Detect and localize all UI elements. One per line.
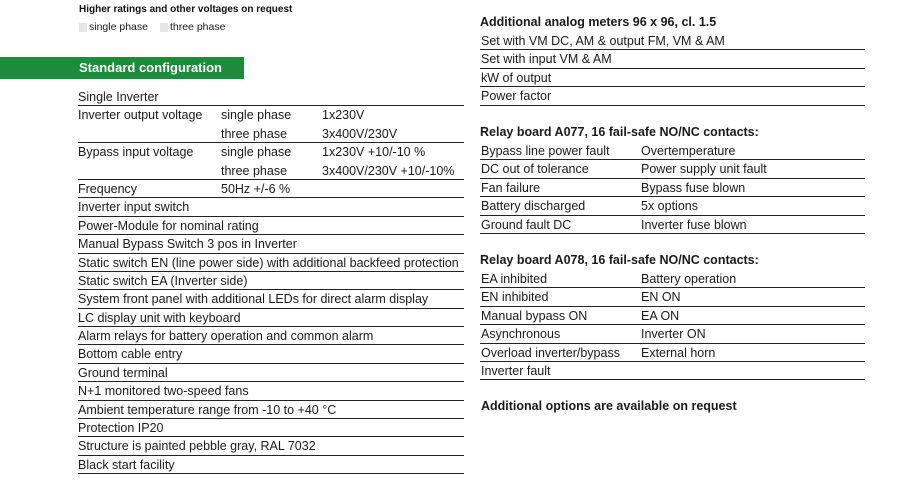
row-label: Static switch EA (Inverter side) <box>78 273 248 288</box>
table-row <box>78 382 464 400</box>
contact-right: EN ON <box>641 290 681 305</box>
table-row <box>480 69 865 87</box>
table-row <box>480 325 865 343</box>
row-label: Static switch EN (line power side) with additional backfeed protection <box>78 255 459 270</box>
row-label: N+1 monitored two-speed fans <box>78 384 249 399</box>
contact-right: Battery operation <box>641 272 737 286</box>
standard-configuration-table <box>78 88 464 474</box>
footer-note: Additional options are available on request <box>481 399 737 413</box>
row-label: Alarm relays for battery operation and common alarm <box>78 329 374 344</box>
table-row <box>480 160 865 178</box>
legend-single-phase <box>79 21 148 33</box>
contact-left: Inverter fault <box>481 363 551 378</box>
table-row <box>480 179 865 197</box>
table-row <box>78 345 464 363</box>
row-qualifier: single phase <box>221 145 292 160</box>
table-row <box>480 362 865 380</box>
table-row <box>78 364 464 382</box>
legend-label: single phase <box>89 21 148 33</box>
contact-right: Inverter ON <box>641 327 706 342</box>
table-row <box>480 50 865 68</box>
legend-three-phase <box>160 21 225 33</box>
table-row <box>78 456 464 474</box>
relay-a078-title: Relay board A078, 16 fail-safe NO/NC contacts: <box>480 253 759 267</box>
contact-left: Fan failure <box>481 180 541 195</box>
row-value: 1x230V <box>322 108 365 123</box>
row-qualifier: 50Hz +/-6 % <box>221 181 291 196</box>
contact-left: Overload inverter/bypass <box>481 345 620 360</box>
table-row <box>480 307 865 325</box>
single-phase-swatch <box>79 23 87 32</box>
table-row <box>480 216 865 234</box>
contact-left: DC out of tolerance <box>481 162 589 177</box>
contact-right: EA ON <box>641 308 680 323</box>
table-row <box>78 106 464 124</box>
row-label: LC display unit with keyboard <box>78 310 241 325</box>
row-label: Frequency <box>78 181 138 196</box>
analog-meters-title: Additional analog meters 96 x 96, cl. 1.5 <box>480 15 717 29</box>
row-label: Manual Bypass Switch 3 pos in Inverter <box>78 237 297 252</box>
contact-left: kW of output <box>481 70 552 85</box>
contact-right: Inverter fuse blown <box>641 217 747 232</box>
table-row <box>480 32 865 50</box>
row-label: Inverter input switch <box>78 200 190 215</box>
table-row <box>78 272 464 290</box>
row-qualifier: three phase <box>221 126 288 141</box>
row-qualifier: three phase <box>221 163 288 178</box>
relay-a077-table <box>480 142 865 234</box>
phase-legend <box>79 21 225 33</box>
row-label: Ambient temperature range from -10 to +40 °C <box>78 402 337 417</box>
table-row <box>78 309 464 327</box>
row-label: Bypass input voltage <box>78 145 194 160</box>
row-label: Inverter output voltage <box>78 108 203 123</box>
relay-a078-block <box>480 251 865 380</box>
contact-left: Manual bypass ON <box>481 308 588 323</box>
contact-right: External horn <box>641 345 716 360</box>
row-label: Bottom cable entry <box>78 347 183 362</box>
contact-left: Power factor <box>481 89 552 104</box>
table-row <box>78 235 464 253</box>
contact-left: Bypass line power fault <box>481 144 610 158</box>
row-value: 3x400V/230V <box>322 126 398 141</box>
contact-left: EA inhibited <box>481 272 548 286</box>
table-row <box>480 344 865 362</box>
table-row <box>480 270 865 288</box>
contact-right: Power supply unit fault <box>641 162 767 177</box>
table-row <box>78 162 464 180</box>
table-row <box>78 401 464 419</box>
row-label: Single Inverter <box>78 90 159 104</box>
table-row <box>480 87 865 105</box>
relay-a077-title: Relay board A077, 16 fail-safe NO/NC contacts: <box>480 125 759 139</box>
row-label: Protection IP20 <box>78 421 164 436</box>
analog-meters-table <box>480 32 865 106</box>
row-label: System front panel with additional LEDs for direct alarm display <box>78 292 429 307</box>
contact-right: 5x options <box>641 199 698 214</box>
table-row <box>78 290 464 308</box>
table-row <box>78 419 464 437</box>
contact-left: EN inhibited <box>481 290 549 305</box>
standard-configuration-header <box>0 57 244 79</box>
row-label: Black start facility <box>78 457 175 472</box>
row-label: Structure is painted pebble gray, RAL 7032 <box>78 439 316 454</box>
contact-right: Overtemperature <box>641 144 736 158</box>
table-row <box>78 254 464 272</box>
table-row <box>78 217 464 235</box>
three-phase-swatch <box>160 23 168 32</box>
row-label: Power-Module for nominal rating <box>78 218 259 233</box>
contact-left: Set with VM DC, AM & output FM, VM & AM <box>481 34 725 48</box>
table-row <box>78 327 464 345</box>
contact-left: Ground fault DC <box>481 217 572 232</box>
table-row <box>480 197 865 215</box>
table-row <box>78 198 464 216</box>
table-row <box>78 180 464 198</box>
table-row <box>78 88 464 106</box>
legend-label: three phase <box>169 21 226 33</box>
table-row <box>78 437 464 455</box>
relay-a077-block <box>480 123 865 234</box>
contact-left: Battery discharged <box>481 199 586 214</box>
row-qualifier: single phase <box>221 108 292 123</box>
top-note: Higher ratings and other voltages on request <box>79 4 293 15</box>
table-row <box>480 142 865 160</box>
table-row <box>78 143 464 161</box>
row-label: Ground terminal <box>78 365 168 380</box>
row-value: 1x230V +10/-10 % <box>322 145 426 160</box>
section-title: Standard configuration <box>79 60 222 75</box>
table-row <box>78 125 464 143</box>
contact-left: Set with input VM & AM <box>481 52 612 67</box>
contact-right: Bypass fuse blown <box>641 180 746 195</box>
row-value: 3x400V/230V +10/-10% <box>322 163 455 178</box>
analog-meters-block <box>480 13 865 106</box>
table-row <box>480 288 865 306</box>
contact-left: Asynchronous <box>481 327 561 342</box>
relay-a078-table <box>480 270 865 380</box>
